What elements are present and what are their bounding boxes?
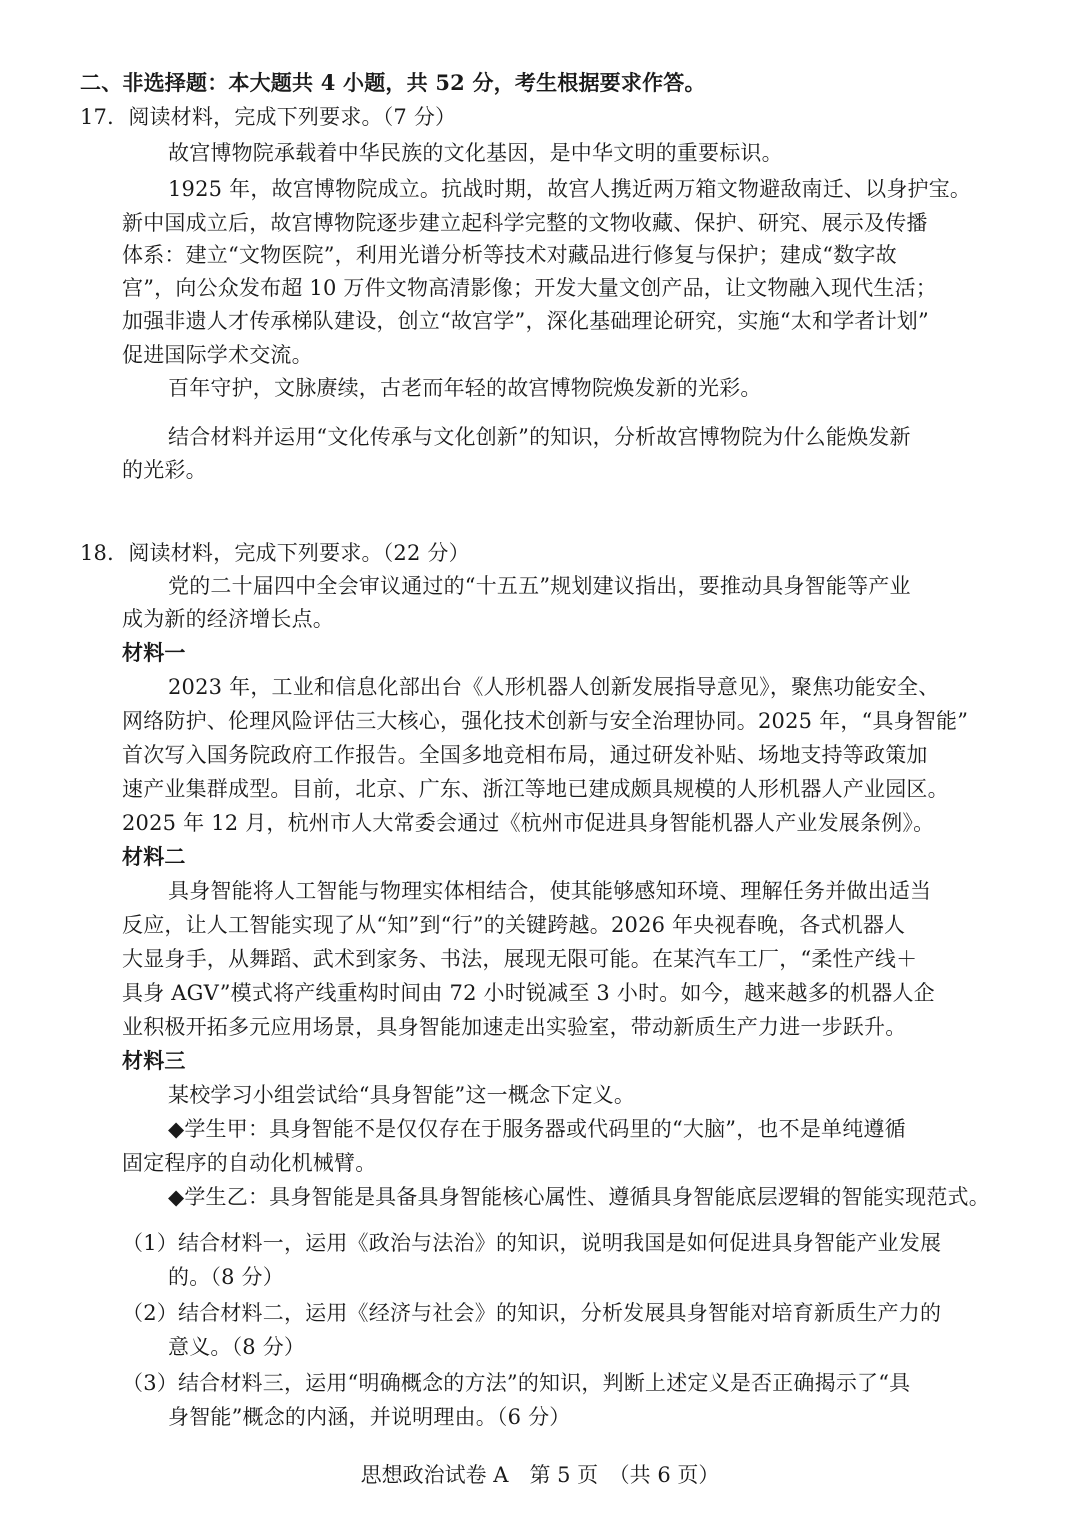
material1-line: 网络防护、伦理风险评估三大核心，强化技术创新与安全治理协同。2025 年，“具身智能” (122, 709, 969, 733)
material2-line: 具身 AGV”模式将产线重构时间由 72 小时锐减至 3 小时。如今，越来越多的机器人企 (122, 981, 935, 1005)
material2-line: 大显身手，从舞蹈、武术到家务、书法，展现无限可能。在某汽车工厂，“柔性产线＋ (122, 947, 918, 971)
q17-line: 促进国际学术交流。 (122, 343, 313, 367)
material3-label: 材料三 (122, 1048, 186, 1073)
page-footer: 思想政治试卷 A 第 5 页 （共 6 页） (360, 1463, 720, 1487)
q18-title: 18．阅读材料，完成下列要求。（22 分） (80, 541, 470, 565)
q17-line: 1925 年，故宫博物院成立。抗战时期，故宫人携近两万箱文物避敌南迁、以身护宝。 (168, 177, 972, 201)
material3-line: 某校学习小组尝试给“具身智能”这一概念下定义。 (168, 1083, 636, 1107)
q17-line: 加强非遗人才传承梯队建设，创立“故宫学”，深化基础理论研究，实施“太和学者计划” (122, 309, 929, 333)
q17-line: 体系：建立“文物医院”，利用光谱分析等技术对藏品进行修复与保护；建成“数字故 (122, 243, 897, 267)
q18-sub1: （1）结合材料一，运用《政治与法治》的知识，说明我国是如何促进具身智能产业发展 (122, 1231, 942, 1255)
q18-intro: 成为新的经济增长点。 (122, 607, 334, 631)
q17-question: 结合材料并运用“文化传承与文化创新”的知识，分析故宫博物院为什么能焕发新 (168, 425, 911, 449)
material1-line: 2023 年，工业和信息化部出台《人形机器人创新发展指导意见》，聚焦功能安全、 (168, 675, 940, 699)
material2-label: 材料二 (122, 844, 186, 869)
material3-line: ◆学生乙：具身智能是具备具身智能核心属性、遵循具身智能底层逻辑的智能实现范式。 (168, 1185, 990, 1209)
q17-title: 17．阅读材料，完成下列要求。（7 分） (80, 105, 457, 129)
material3-line: 固定程序的自动化机械臂。 (122, 1151, 377, 1175)
q17-question: 的光彩。 (122, 458, 207, 482)
q17-line: 故宫博物院承载着中华民族的文化基因，是中华文明的重要标识。 (168, 141, 783, 165)
material3-line: ◆学生甲：具身智能不是仅仅存在于服务器或代码里的“大脑”，也不是单纯遵循 (168, 1117, 906, 1141)
material2-line: 反应，让人工智能实现了从“知”到“行”的关键跨越。2026 年央视春晚，各式机器人 (122, 913, 906, 937)
q18-sub3: （3）结合材料三，运用“明确概念的方法”的知识，判断上述定义是否正确揭示了“具 (122, 1371, 911, 1395)
q17-line: 新中国成立后，故宫博物院逐步建立起科学完整的文物收藏、保护、研究、展示及传播 (122, 211, 928, 235)
material1-line: 2025 年 12 月，杭州市人大常委会通过《杭州市促进具身智能机器人产业发展条例》。 (122, 811, 935, 835)
q17-line: 百年守护，文脉赓续，古老而年轻的故宫博物院焕发新的光彩。 (168, 376, 762, 400)
q18-intro: 党的二十届四中全会审议通过的“十五五”规划建议指出，要推动具身智能等产业 (168, 574, 911, 598)
q18-sub3-cont: 身智能”概念的内涵，并说明理由。（6 分） (168, 1405, 571, 1429)
material1-line: 首次写入国务院政府工作报告。全国多地竞相布局，通过研发补贴、场地支持等政策加 (122, 743, 928, 767)
material1-label: 材料一 (122, 640, 186, 665)
q17-line: 宫”，向公众发布超 10 万件文物高清影像；开发大量文创产品，让文物融入现代生活； (122, 276, 938, 300)
material2-line: 业积极开拓多元应用场景，具身智能加速走出实验室，带动新质生产力进一步跃升。 (122, 1015, 907, 1039)
q18-sub2: （2）结合材料二，运用《经济与社会》的知识，分析发展具身智能对培育新质生产力的 (122, 1301, 942, 1325)
q18-sub1-cont: 的。（8 分） (168, 1265, 284, 1289)
q18-sub2-cont: 意义。（8 分） (168, 1335, 306, 1359)
material1-line: 速产业集群成型。目前，北京、广东、浙江等地已建成颇具规模的人形机器人产业园区。 (122, 777, 949, 801)
material2-line: 具身智能将人工智能与物理实体相结合，使其能够感知环境、理解任务并做出适当 (168, 879, 932, 903)
section-header: 二、非选择题：本大题共 4 小题，共 52 分，考生根据要求作答。 (80, 70, 706, 95)
